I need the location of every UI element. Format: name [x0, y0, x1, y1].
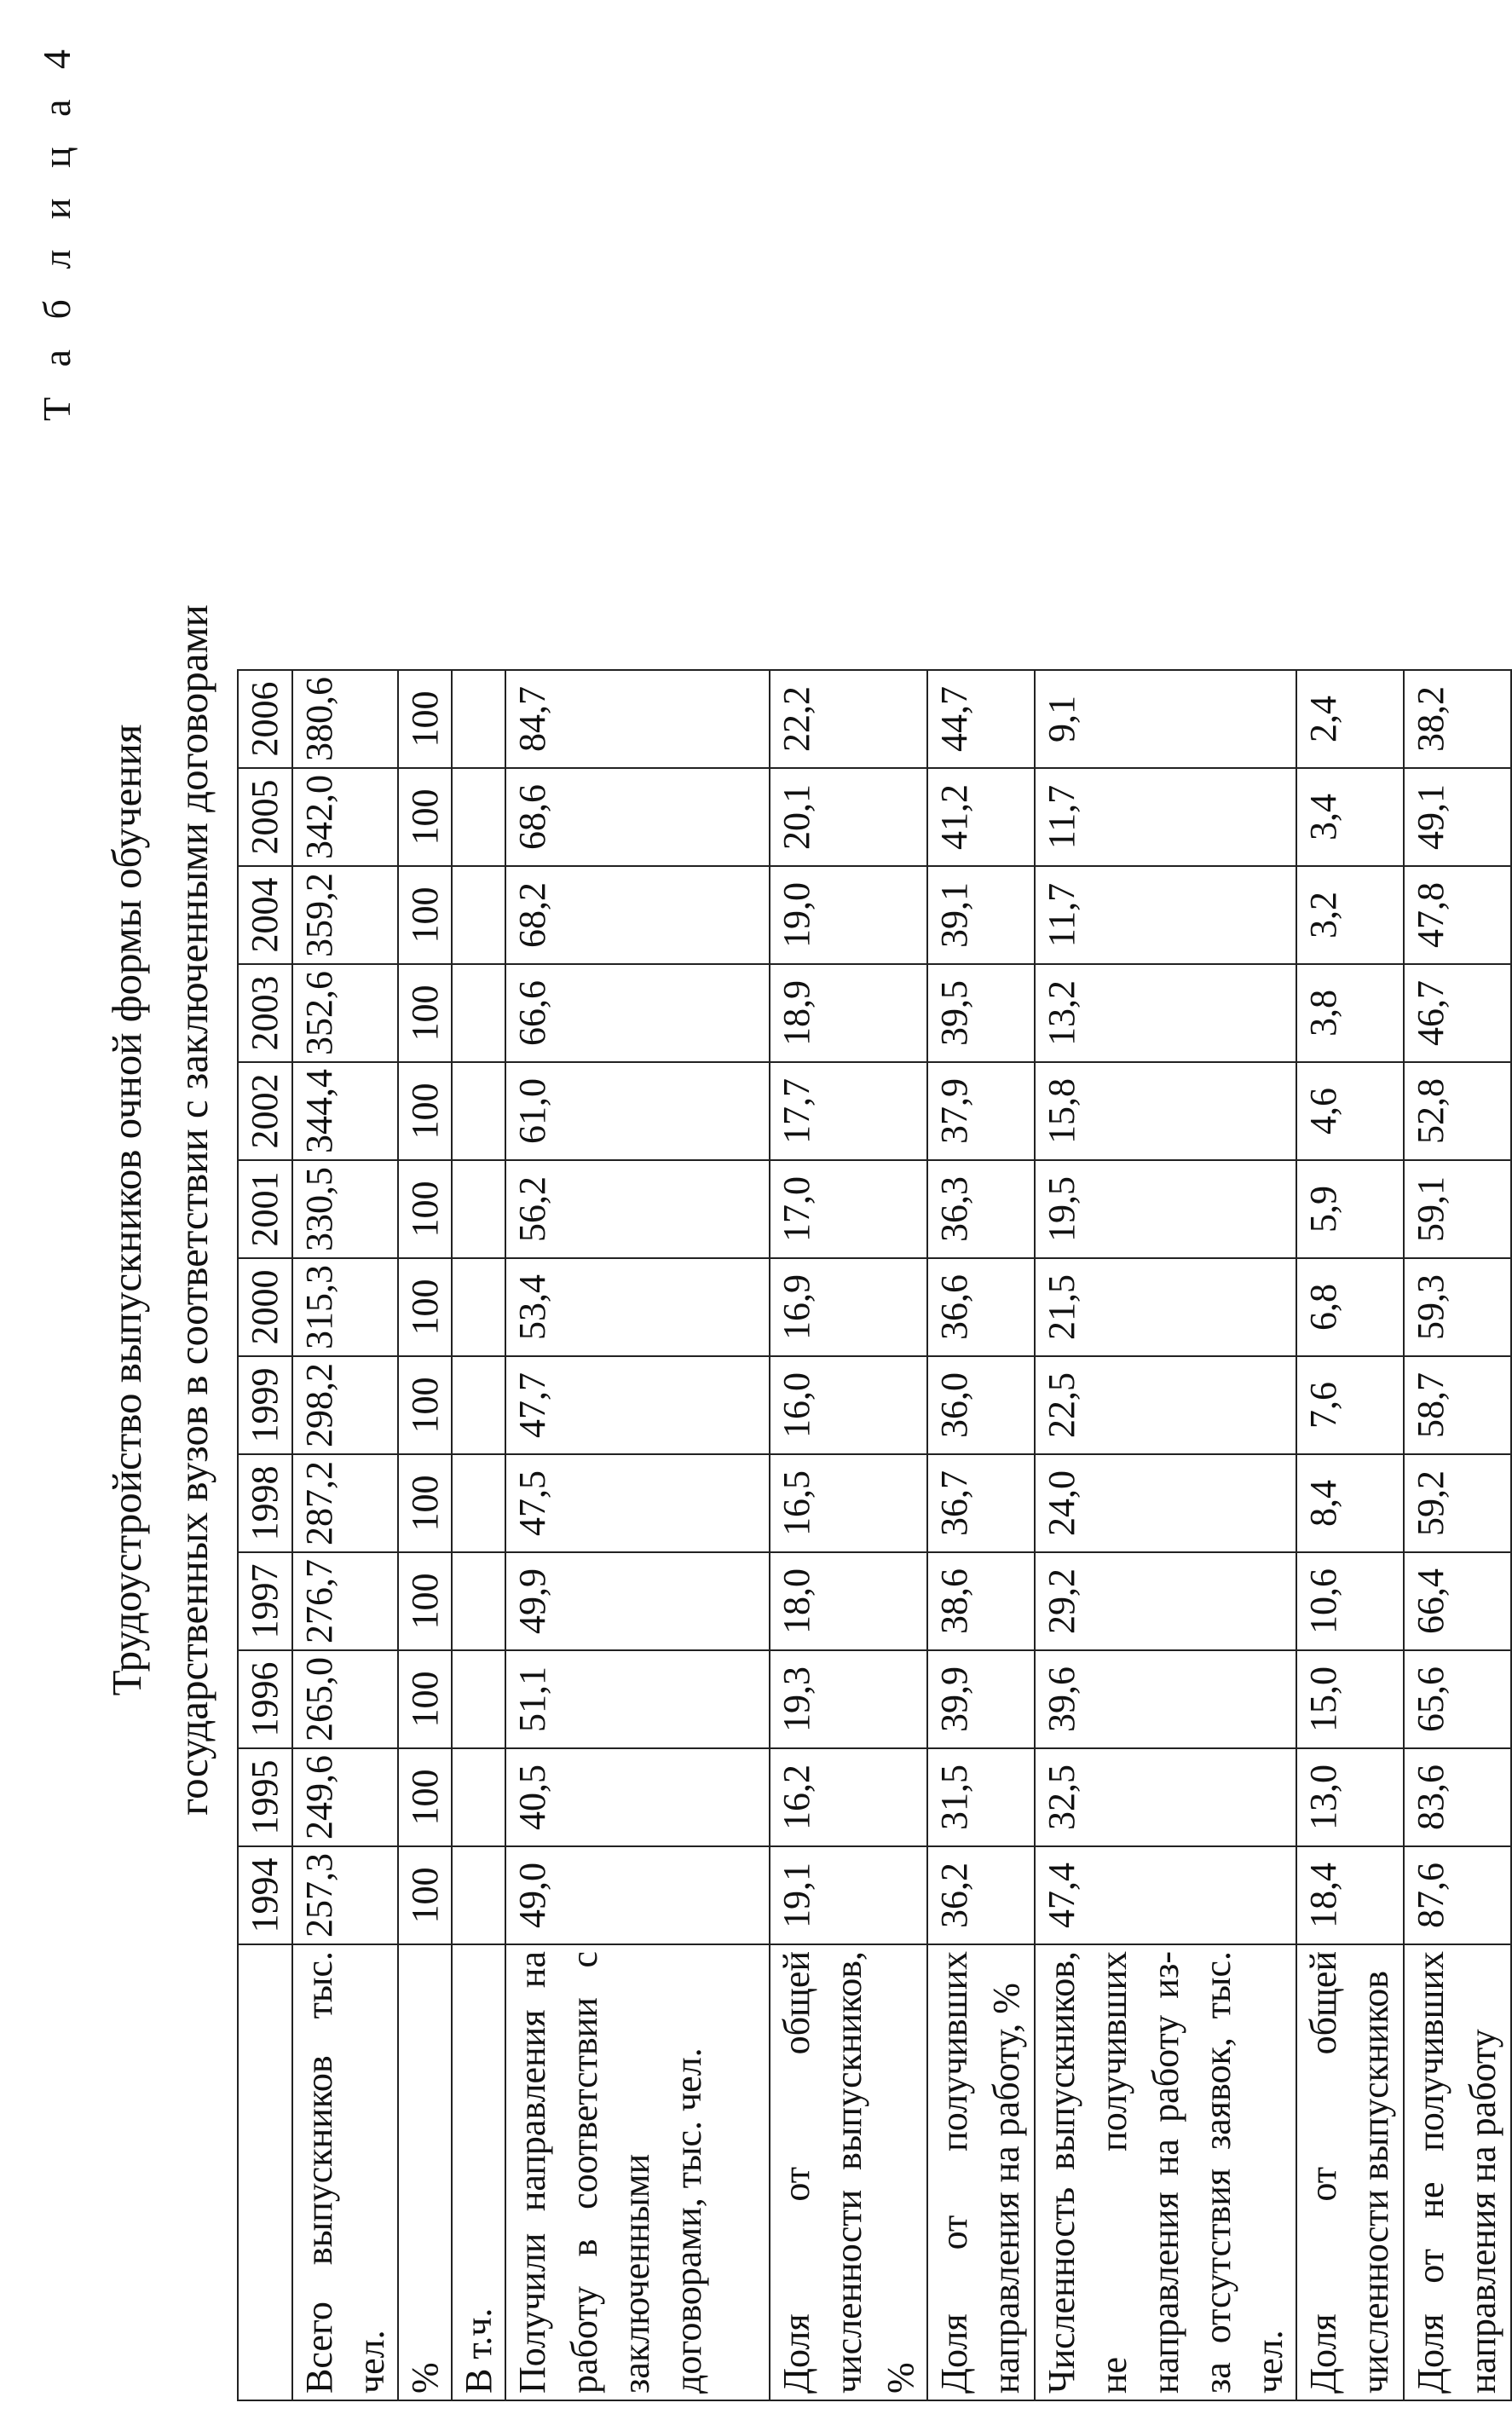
value-cell: 22,5 — [1035, 1356, 1296, 1454]
value-cell: 100 — [398, 1454, 452, 1552]
value-cell: 9,1 — [1035, 670, 1296, 768]
value-cell: 68,6 — [505, 768, 770, 866]
table-title — [94, 0, 227, 2420]
title-line-2: государственных вузов в соответствии с заключенными договорами — [170, 604, 216, 1816]
value-cell: 37,9 — [927, 1062, 1035, 1160]
row-label-cell: Численность выпускников, не получивших направления на работу из-за отсутствия заявок, тыс. чел. — [1035, 1944, 1296, 2400]
value-cell: 51,1 — [505, 1650, 770, 1748]
value-cell: 359,2 — [292, 866, 398, 964]
value-cell: 11,7 — [1035, 866, 1296, 964]
value-cell: 38,6 — [927, 1552, 1035, 1650]
value-cell: 257,3 — [292, 1846, 398, 1944]
value-cell: 3,2 — [1296, 866, 1404, 964]
value-cell: 21,5 — [1035, 1258, 1296, 1356]
value-cell: 24,0 — [1035, 1454, 1296, 1552]
value-cell: 100 — [398, 1650, 452, 1748]
year-header-cell: 1999 — [238, 1356, 292, 1454]
value-cell: 39,1 — [927, 866, 1035, 964]
table-row — [770, 670, 927, 2400]
value-cell: 36,0 — [927, 1356, 1035, 1454]
value-cell — [452, 1748, 505, 1846]
value-cell: 16,5 — [770, 1454, 927, 1552]
value-cell: 68,2 — [505, 866, 770, 964]
table-row — [452, 670, 505, 2400]
value-cell: 47,4 — [1035, 1846, 1296, 1944]
year-header-cell: 2005 — [238, 768, 292, 866]
value-cell: 342,0 — [292, 768, 398, 866]
value-cell: 4,6 — [1296, 1062, 1404, 1160]
table-row — [505, 670, 770, 2400]
value-cell: 66,6 — [505, 964, 770, 1062]
value-cell: 10,6 — [1296, 1552, 1404, 1650]
value-cell: 65,6 — [1404, 1650, 1511, 1748]
year-header-cell: 1998 — [238, 1454, 292, 1552]
row-label-cell: Доля от общей численности выпускников — [1296, 1944, 1404, 2400]
value-cell: 352,6 — [292, 964, 398, 1062]
value-cell: 298,2 — [292, 1356, 398, 1454]
value-cell: 56,2 — [505, 1160, 770, 1258]
value-cell: 87,6 — [1404, 1846, 1511, 1944]
value-cell — [452, 670, 505, 768]
title-line-1: Трудоустройство выпускников очной формы обучения — [103, 724, 150, 1696]
value-cell: 39,5 — [927, 964, 1035, 1062]
value-cell: 59,3 — [1404, 1258, 1511, 1356]
value-cell: 46,7 — [1404, 964, 1511, 1062]
value-cell — [452, 1846, 505, 1944]
value-cell: 100 — [398, 1160, 452, 1258]
row-label-cell: Доля от не получивших направления на работу — [1404, 1944, 1511, 2400]
value-cell: 265,0 — [292, 1650, 398, 1748]
value-cell: 22,2 — [770, 670, 927, 768]
value-cell: 15,8 — [1035, 1062, 1296, 1160]
value-cell: 100 — [398, 866, 452, 964]
value-cell — [452, 866, 505, 964]
value-cell: 8,4 — [1296, 1454, 1404, 1552]
value-cell: 16,0 — [770, 1356, 927, 1454]
value-cell: 100 — [398, 1552, 452, 1650]
value-cell: 380,6 — [292, 670, 398, 768]
value-cell: 16,9 — [770, 1258, 927, 1356]
value-cell: 18,0 — [770, 1552, 927, 1650]
value-cell: 249,6 — [292, 1748, 398, 1846]
value-cell: 31,5 — [927, 1748, 1035, 1846]
value-cell: 18,4 — [1296, 1846, 1404, 1944]
table-row — [927, 670, 1035, 2400]
value-cell: 66,4 — [1404, 1552, 1511, 1650]
year-header-cell: 2003 — [238, 964, 292, 1062]
value-cell: 287,2 — [292, 1454, 398, 1552]
value-cell: 100 — [398, 768, 452, 866]
value-cell — [452, 1552, 505, 1650]
value-cell: 36,3 — [927, 1160, 1035, 1258]
value-cell: 315,3 — [292, 1258, 398, 1356]
value-cell: 19,0 — [770, 866, 927, 964]
value-cell: 2,4 — [1296, 670, 1404, 768]
value-cell: 18,9 — [770, 964, 927, 1062]
value-cell: 344,4 — [292, 1062, 398, 1160]
value-cell: 40,5 — [505, 1748, 770, 1846]
value-cell: 41,2 — [927, 768, 1035, 866]
table-row — [398, 670, 452, 2400]
value-cell: 17,0 — [770, 1160, 927, 1258]
value-cell: 100 — [398, 964, 452, 1062]
year-header-cell: 1997 — [238, 1552, 292, 1650]
value-cell: 39,6 — [1035, 1650, 1296, 1748]
value-cell — [452, 1258, 505, 1356]
value-cell: 49,9 — [505, 1552, 770, 1650]
value-cell: 100 — [398, 1062, 452, 1160]
year-header-cell: 2001 — [238, 1160, 292, 1258]
value-cell: 7,6 — [1296, 1356, 1404, 1454]
value-cell — [452, 1160, 505, 1258]
value-cell: 100 — [398, 1258, 452, 1356]
value-cell: 83,6 — [1404, 1748, 1511, 1846]
year-header-cell: 2002 — [238, 1062, 292, 1160]
value-cell — [452, 1062, 505, 1160]
value-cell — [452, 1356, 505, 1454]
value-cell: 276,7 — [292, 1552, 398, 1650]
value-cell: 52,8 — [1404, 1062, 1511, 1160]
header-row — [238, 670, 292, 2400]
value-cell: 13,0 — [1296, 1748, 1404, 1846]
value-cell: 47,5 — [505, 1454, 770, 1552]
value-cell: 49,1 — [1404, 768, 1511, 866]
value-cell: 84,7 — [505, 670, 770, 768]
value-cell: 13,2 — [1035, 964, 1296, 1062]
row-label-cell: Получили направления на работу в соответствии с заключенными договорами, тыс. чел. — [505, 1944, 770, 2400]
value-cell: 5,9 — [1296, 1160, 1404, 1258]
value-cell: 39,9 — [927, 1650, 1035, 1748]
value-cell: 36,2 — [927, 1846, 1035, 1944]
row-label-cell: % — [398, 1944, 452, 2400]
header-corner-cell — [238, 1944, 292, 2400]
value-cell: 49,0 — [505, 1846, 770, 1944]
value-cell: 100 — [398, 1846, 452, 1944]
value-cell: 36,6 — [927, 1258, 1035, 1356]
value-cell: 53,4 — [505, 1258, 770, 1356]
value-cell: 330,5 — [292, 1160, 398, 1258]
value-cell: 19,3 — [770, 1650, 927, 1748]
value-cell: 59,2 — [1404, 1454, 1511, 1552]
value-cell: 47,8 — [1404, 866, 1511, 964]
table-row — [1296, 670, 1404, 2400]
row-label-cell: Всего выпускников тыс. чел. — [292, 1944, 398, 2400]
year-header-cell: 1994 — [238, 1846, 292, 1944]
value-cell: 36,7 — [927, 1454, 1035, 1552]
value-cell — [452, 964, 505, 1062]
value-cell: 20,1 — [770, 768, 927, 866]
row-label-cell: Доля от получивших направления на работу, % — [927, 1944, 1035, 2400]
row-label-cell: Доля от общей численности выпускников, % — [770, 1944, 927, 2400]
value-cell: 100 — [398, 1356, 452, 1454]
value-cell: 58,7 — [1404, 1356, 1511, 1454]
table-row — [292, 670, 398, 2400]
value-cell: 19,5 — [1035, 1160, 1296, 1258]
value-cell: 3,8 — [1296, 964, 1404, 1062]
row-label-cell: В т.ч. — [452, 1944, 505, 2400]
value-cell — [452, 1454, 505, 1552]
value-cell: 16,2 — [770, 1748, 927, 1846]
value-cell — [452, 1650, 505, 1748]
value-cell: 11,7 — [1035, 768, 1296, 866]
year-header-cell: 2000 — [238, 1258, 292, 1356]
value-cell: 15,0 — [1296, 1650, 1404, 1748]
year-header-cell: 2006 — [238, 670, 292, 768]
value-cell: 100 — [398, 1748, 452, 1846]
data-table — [237, 669, 1512, 2401]
table-row — [1404, 670, 1511, 2400]
value-cell: 3,4 — [1296, 768, 1404, 866]
table-row — [1035, 670, 1296, 2400]
value-cell: 100 — [398, 670, 452, 768]
value-cell: 47,7 — [505, 1356, 770, 1454]
value-cell: 38,2 — [1404, 670, 1511, 768]
value-cell: 6,8 — [1296, 1258, 1404, 1356]
value-cell — [452, 768, 505, 866]
table-number-label: Т а б л и ц а 4 — [35, 39, 78, 422]
year-header-cell: 1995 — [238, 1748, 292, 1846]
value-cell: 17,7 — [770, 1062, 927, 1160]
value-cell: 19,1 — [770, 1846, 927, 1944]
year-header-cell: 2004 — [238, 866, 292, 964]
value-cell: 44,7 — [927, 670, 1035, 768]
value-cell: 59,1 — [1404, 1160, 1511, 1258]
value-cell: 29,2 — [1035, 1552, 1296, 1650]
year-header-cell: 1996 — [238, 1650, 292, 1748]
value-cell: 61,0 — [505, 1062, 770, 1160]
value-cell: 32,5 — [1035, 1748, 1296, 1846]
